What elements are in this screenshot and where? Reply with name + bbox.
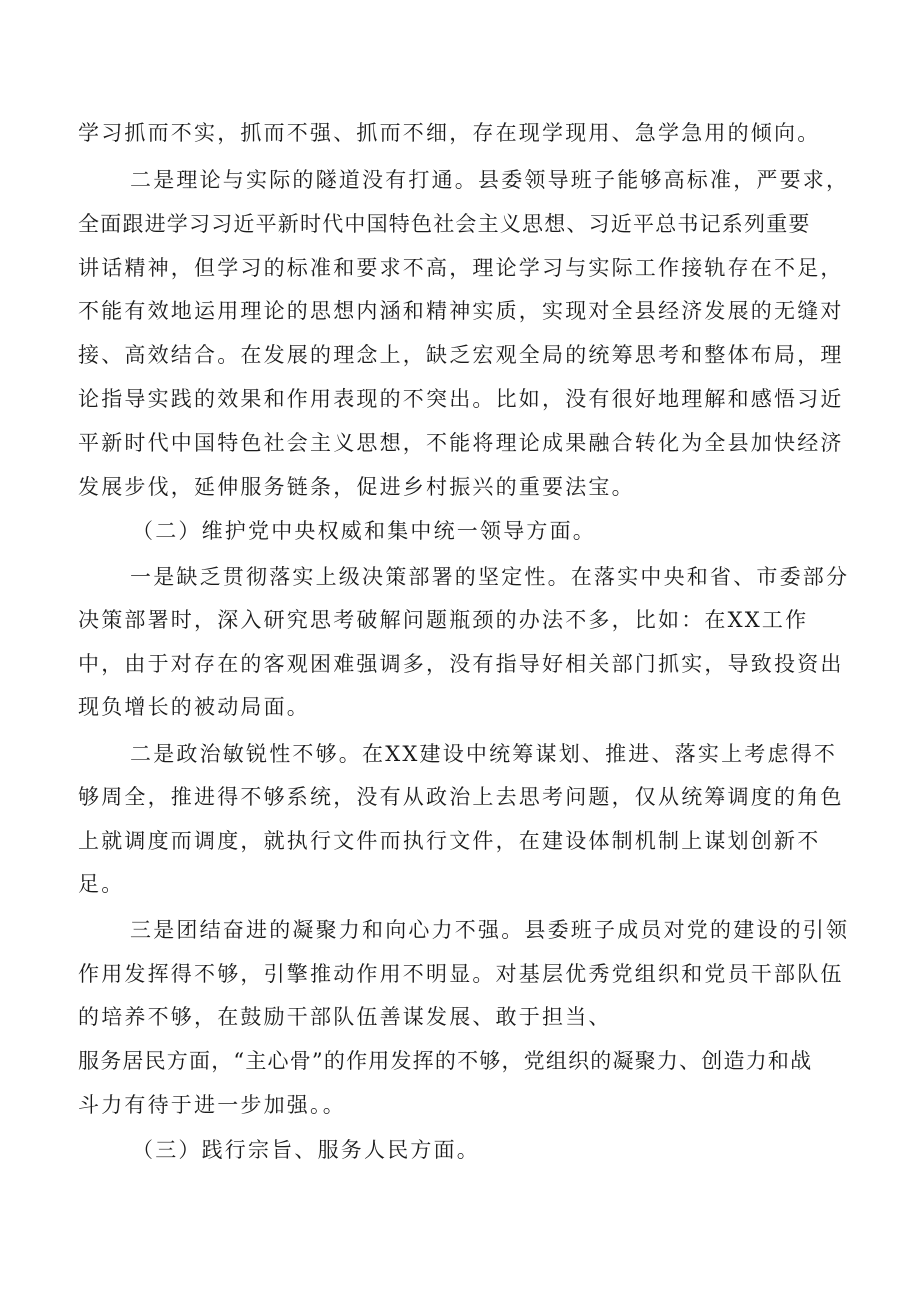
text-line: 论指导实践的效果和作用表现的不突出。比如，没有很好地理解和感悟习近 <box>78 387 844 411</box>
text-line: 足。 <box>78 872 125 896</box>
paragraph-start: 一是缺乏贯彻落实上级决策部署的坚定性。在落实中央和省、市委部分 <box>130 565 850 589</box>
section-heading-3: （三）践行宗旨、服务人民方面。 <box>132 1138 480 1162</box>
text-line: 够周全，推进得不够系统，没有从政治上去思考问题，仅从统筹调度的角色 <box>78 785 844 809</box>
text-line: 学习抓而不实，抓而不强、抓而不细，存在现学现用、急学急用的倾向。 <box>78 121 821 145</box>
section-heading-2: （二）维护党中央权威和集中统一领导方面。 <box>132 519 596 543</box>
text-line: 的培养不够，在鼓励干部队伍善谋发展、敢于担当、 <box>78 1005 612 1029</box>
text-line: 中，由于对存在的客观困难强调多，没有指导好相关部门抓实，导致投资出 <box>78 652 844 676</box>
text-line: 服务居民方面，“主心骨”的作用发挥的不够，党组织的凝聚力、创造力和战 <box>78 1049 813 1073</box>
text-line: 接、高效结合。在发展的理念上，缺乏宏观全局的统筹思考和整体布局，理 <box>78 343 844 367</box>
text-line: 不能有效地运用理论的思想内涵和精神实质，实现对全县经济发展的无缝对 <box>78 299 844 323</box>
paragraph-start: 二是理论与实际的隧道没有打通。县委领导班子能够高标准，严要求， <box>130 168 850 192</box>
text-line: 现负增长的被动局面。 <box>78 695 310 719</box>
text-line: 斗力有待于进一步加强。。 <box>78 1093 346 1117</box>
text-line: 平新时代中国特色社会主义思想，不能将理论成果融合转化为全县加快经济 <box>78 431 844 455</box>
paragraph-start: 二是政治敏锐性不够。在XX建设中统筹谋划、推进、落实上考虑得不 <box>130 742 838 766</box>
text-line: 发展步伐，延伸服务链条，促进乡村振兴的重要法宝。 <box>78 475 635 499</box>
text-line: 全面跟进学习习近平新时代中国特色社会主义思想、习近平总书记系列重要 <box>78 212 811 236</box>
paragraph-start: 三是团结奋进的凝聚力和向心力不强。县委班子成员对党的建设的引领 <box>130 918 850 942</box>
text-line: 上就调度而调度，就执行文件而执行文件，在建设体制机制上谋划创新不 <box>78 829 821 853</box>
text-line: 决策部署时，深入研究思考破解问题瓶颈的办法不多，比如：在XX工作 <box>78 608 809 632</box>
text-line: 作用发挥得不够，引擎推动作用不明显。对基层优秀党组织和党员干部队伍 <box>78 962 844 986</box>
text-line: 讲话精神，但学习的标准和要求不高，理论学习与实际工作接轨存在不足， <box>78 256 844 280</box>
